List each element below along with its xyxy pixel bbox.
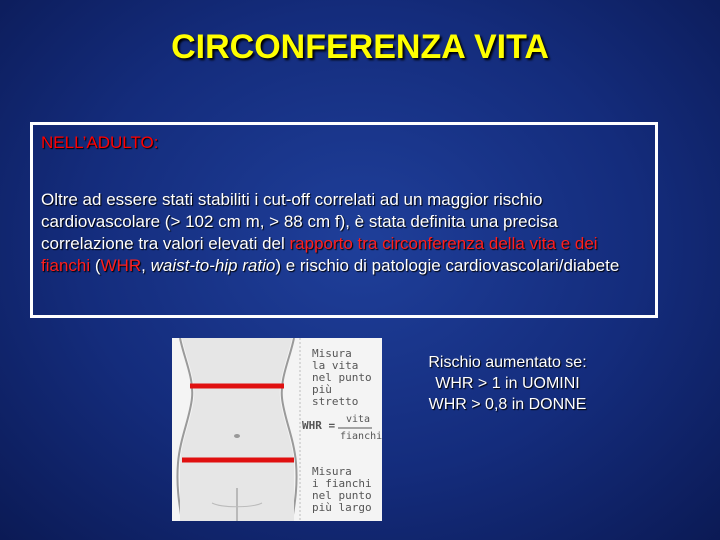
risk-men: WHR > 1 in UOMINI	[435, 375, 580, 392]
paragraph-text-4: ) e rischio di patologie cardiovascolari/diabete	[275, 256, 620, 275]
paragraph-highlight: rapporto tra circonferenza della vita e dei fianchi	[41, 234, 598, 275]
whr-denominator: fianchi	[340, 431, 382, 442]
box-paragraph	[41, 189, 647, 277]
box-heading: NELL’ADULTO:	[41, 133, 159, 152]
waist-hip-figure	[172, 338, 382, 521]
whr-abbreviation: WHR	[100, 256, 142, 275]
hip-measure-label: Misura i fianchi nel punto più largo	[312, 465, 372, 514]
paragraph-text-3: ,	[141, 256, 151, 275]
risk-heading: Rischio aumentato se:	[428, 354, 587, 371]
paragraph-text-2: (	[90, 256, 101, 275]
slide-title: CIRCONFERENZA VITA	[171, 28, 549, 66]
risk-women: WHR > 0,8 in DONNE	[428, 396, 587, 413]
whr-formula-label: WHR =	[302, 419, 336, 432]
waist-measure-label: Misura la vita nel punto più stretto	[312, 347, 372, 408]
whr-full-name: waist-to-hip ratio	[150, 256, 276, 275]
paragraph-text-1: Oltre ad essere stati stabiliti i cut-off correlati ad un maggior rischio cardiovascolare (> 102 cm m, > 88 cm f), è stata definita una precisa correlazione tra valori elevati del	[41, 190, 558, 253]
adult-info-box	[30, 122, 658, 318]
risk-criteria	[405, 352, 610, 415]
whr-numerator: vita	[346, 414, 371, 425]
